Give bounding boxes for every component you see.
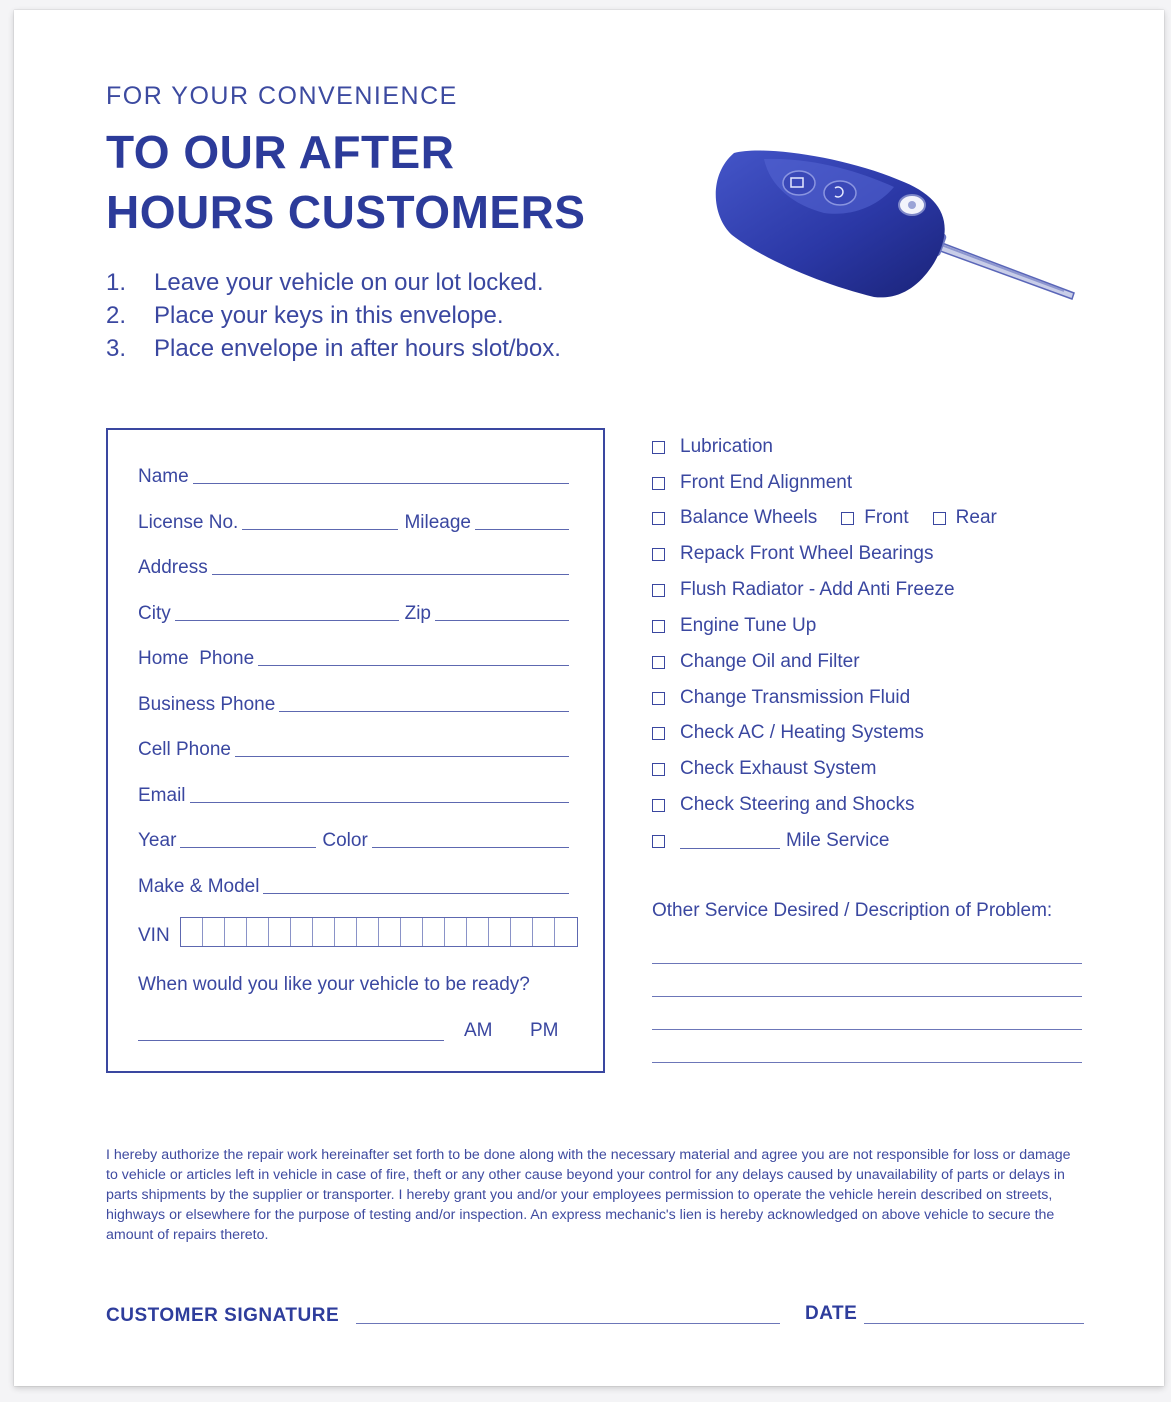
email-row bbox=[138, 785, 569, 807]
service-balance-wheels[interactable]: Balance Wheels Front Rear bbox=[652, 507, 997, 529]
other-service-line-4[interactable] bbox=[652, 1062, 1082, 1063]
home-phone-field[interactable] bbox=[258, 664, 569, 666]
step-3: 3. Place envelope in after hours slot/box. bbox=[106, 335, 561, 362]
checkbox-icon[interactable] bbox=[841, 512, 854, 525]
city-row bbox=[138, 603, 569, 625]
address-field[interactable] bbox=[212, 573, 569, 575]
signature-field[interactable] bbox=[356, 1323, 780, 1324]
step-1: 1. Leave your vehicle on our lot locked. bbox=[106, 269, 544, 296]
instruction-steps bbox=[106, 266, 561, 365]
checkbox-icon[interactable] bbox=[652, 692, 665, 705]
checkbox-icon[interactable] bbox=[652, 441, 665, 454]
title-line-1: TO OUR AFTER bbox=[106, 126, 455, 178]
checkbox-icon[interactable] bbox=[652, 548, 665, 561]
license-field[interactable] bbox=[242, 528, 398, 530]
checkbox-icon[interactable] bbox=[652, 763, 665, 776]
service-check-exhaust[interactable]: Check Exhaust System bbox=[652, 758, 876, 780]
city-field[interactable] bbox=[175, 619, 399, 621]
other-service-label: Other Service Desired / Description of Problem: bbox=[652, 900, 1053, 921]
cell-phone-label: Cell Phone bbox=[138, 739, 231, 760]
date-field[interactable] bbox=[864, 1323, 1084, 1324]
other-service-line-1[interactable] bbox=[652, 963, 1082, 964]
business-phone-row bbox=[138, 694, 569, 716]
service-mile-service[interactable]: Mile Service bbox=[652, 830, 889, 852]
mile-service-field[interactable] bbox=[680, 834, 780, 849]
service-transmission-fluid[interactable]: Change Transmission Fluid bbox=[652, 687, 910, 709]
business-phone-field[interactable] bbox=[279, 710, 569, 712]
home-phone-label: Home Phone bbox=[138, 648, 255, 669]
make-model-field[interactable] bbox=[263, 892, 569, 894]
mileage-field[interactable] bbox=[475, 528, 569, 530]
service-check-ac[interactable]: Check AC / Heating Systems bbox=[652, 722, 924, 744]
service-lubrication[interactable]: Lubrication bbox=[652, 436, 773, 458]
service-repack-bearings[interactable]: Repack Front Wheel Bearings bbox=[652, 543, 933, 565]
year-field[interactable] bbox=[180, 846, 316, 848]
address-row bbox=[138, 557, 569, 579]
pm-option[interactable]: PM bbox=[530, 1020, 559, 1041]
email-label: Email bbox=[138, 785, 186, 806]
license-row bbox=[138, 512, 569, 534]
service-check-steering[interactable]: Check Steering and Shocks bbox=[652, 794, 914, 816]
other-service-line-2[interactable] bbox=[652, 996, 1082, 997]
name-field[interactable] bbox=[193, 482, 569, 484]
service-change-oil[interactable]: Change Oil and Filter bbox=[652, 651, 860, 673]
service-engine-tune-up[interactable]: Engine Tune Up bbox=[652, 615, 816, 637]
ready-question: When would you like your vehicle to be ready? bbox=[138, 974, 530, 995]
color-field[interactable] bbox=[372, 846, 569, 848]
am-option[interactable]: AM bbox=[464, 1020, 493, 1041]
balance-front-option[interactable]: Front bbox=[841, 507, 908, 529]
service-flush-radiator[interactable]: Flush Radiator - Add Anti Freeze bbox=[652, 579, 955, 601]
step-2: 2. Place your keys in this envelope. bbox=[106, 302, 504, 329]
page-title bbox=[106, 122, 585, 242]
checkbox-icon[interactable] bbox=[652, 512, 665, 525]
checkbox-icon[interactable] bbox=[652, 620, 665, 633]
zip-label: Zip bbox=[404, 603, 431, 624]
checkbox-icon[interactable] bbox=[652, 656, 665, 669]
name-row bbox=[138, 466, 569, 488]
color-label: Color bbox=[322, 830, 368, 851]
service-front-end-alignment[interactable]: Front End Alignment bbox=[652, 472, 852, 494]
checkbox-icon[interactable] bbox=[933, 512, 946, 525]
checkbox-icon[interactable] bbox=[652, 727, 665, 740]
email-field[interactable] bbox=[190, 801, 569, 803]
customer-info-box bbox=[106, 428, 605, 1073]
address-label: Address bbox=[138, 557, 208, 578]
checkbox-icon[interactable] bbox=[652, 799, 665, 812]
checkbox-icon[interactable] bbox=[652, 477, 665, 490]
balance-rear-option[interactable]: Rear bbox=[933, 507, 997, 529]
city-label: City bbox=[138, 603, 171, 624]
cell-phone-row bbox=[138, 739, 569, 761]
make-model-label: Make & Model bbox=[138, 876, 260, 897]
envelope-sheet bbox=[14, 10, 1164, 1386]
business-phone-label: Business Phone bbox=[138, 694, 276, 715]
authorization-text: I hereby authorize the repair work hereinafter set forth to be done along with the necessary material and agree you are not responsible for loss or damage to vehicle or articles left in vehicle in case of fire, theft or any other cause beyond your control for any delays caused by unavailability of parts or delays in parts shipments by the supplier or transporter. I hereby grant you and/or your employees permission to operate the vehicle herein described on streets, highways or elsewhere for the purpose of testing and/or inspection. An express mechanic's lien is hereby acknowledged on above vehicle to secure the amount of repairs thereto. bbox=[106, 1147, 1071, 1243]
year-color-row bbox=[138, 830, 569, 852]
other-service-line-3[interactable] bbox=[652, 1029, 1082, 1030]
ready-time-field[interactable] bbox=[138, 1040, 444, 1041]
eyebrow-text: FOR YOUR CONVENIENCE bbox=[106, 82, 458, 110]
home-phone-row bbox=[138, 648, 569, 670]
cell-phone-field[interactable] bbox=[235, 755, 569, 757]
checkbox-icon[interactable] bbox=[652, 584, 665, 597]
title-line-2: HOURS CUSTOMERS bbox=[106, 186, 586, 238]
date-label: DATE bbox=[805, 1303, 858, 1324]
car-key-icon bbox=[694, 135, 1084, 325]
mileage-label: Mileage bbox=[404, 512, 471, 533]
vin-label: VIN bbox=[138, 925, 170, 946]
signature-label: CUSTOMER SIGNATURE bbox=[106, 1305, 340, 1326]
vin-boxes[interactable] bbox=[180, 917, 578, 947]
name-label: Name bbox=[138, 466, 189, 487]
zip-field[interactable] bbox=[435, 619, 569, 621]
license-label: License No. bbox=[138, 512, 239, 533]
vin-row bbox=[138, 917, 578, 947]
checkbox-icon[interactable] bbox=[652, 835, 665, 848]
year-label: Year bbox=[138, 830, 177, 851]
make-model-row bbox=[138, 876, 569, 898]
